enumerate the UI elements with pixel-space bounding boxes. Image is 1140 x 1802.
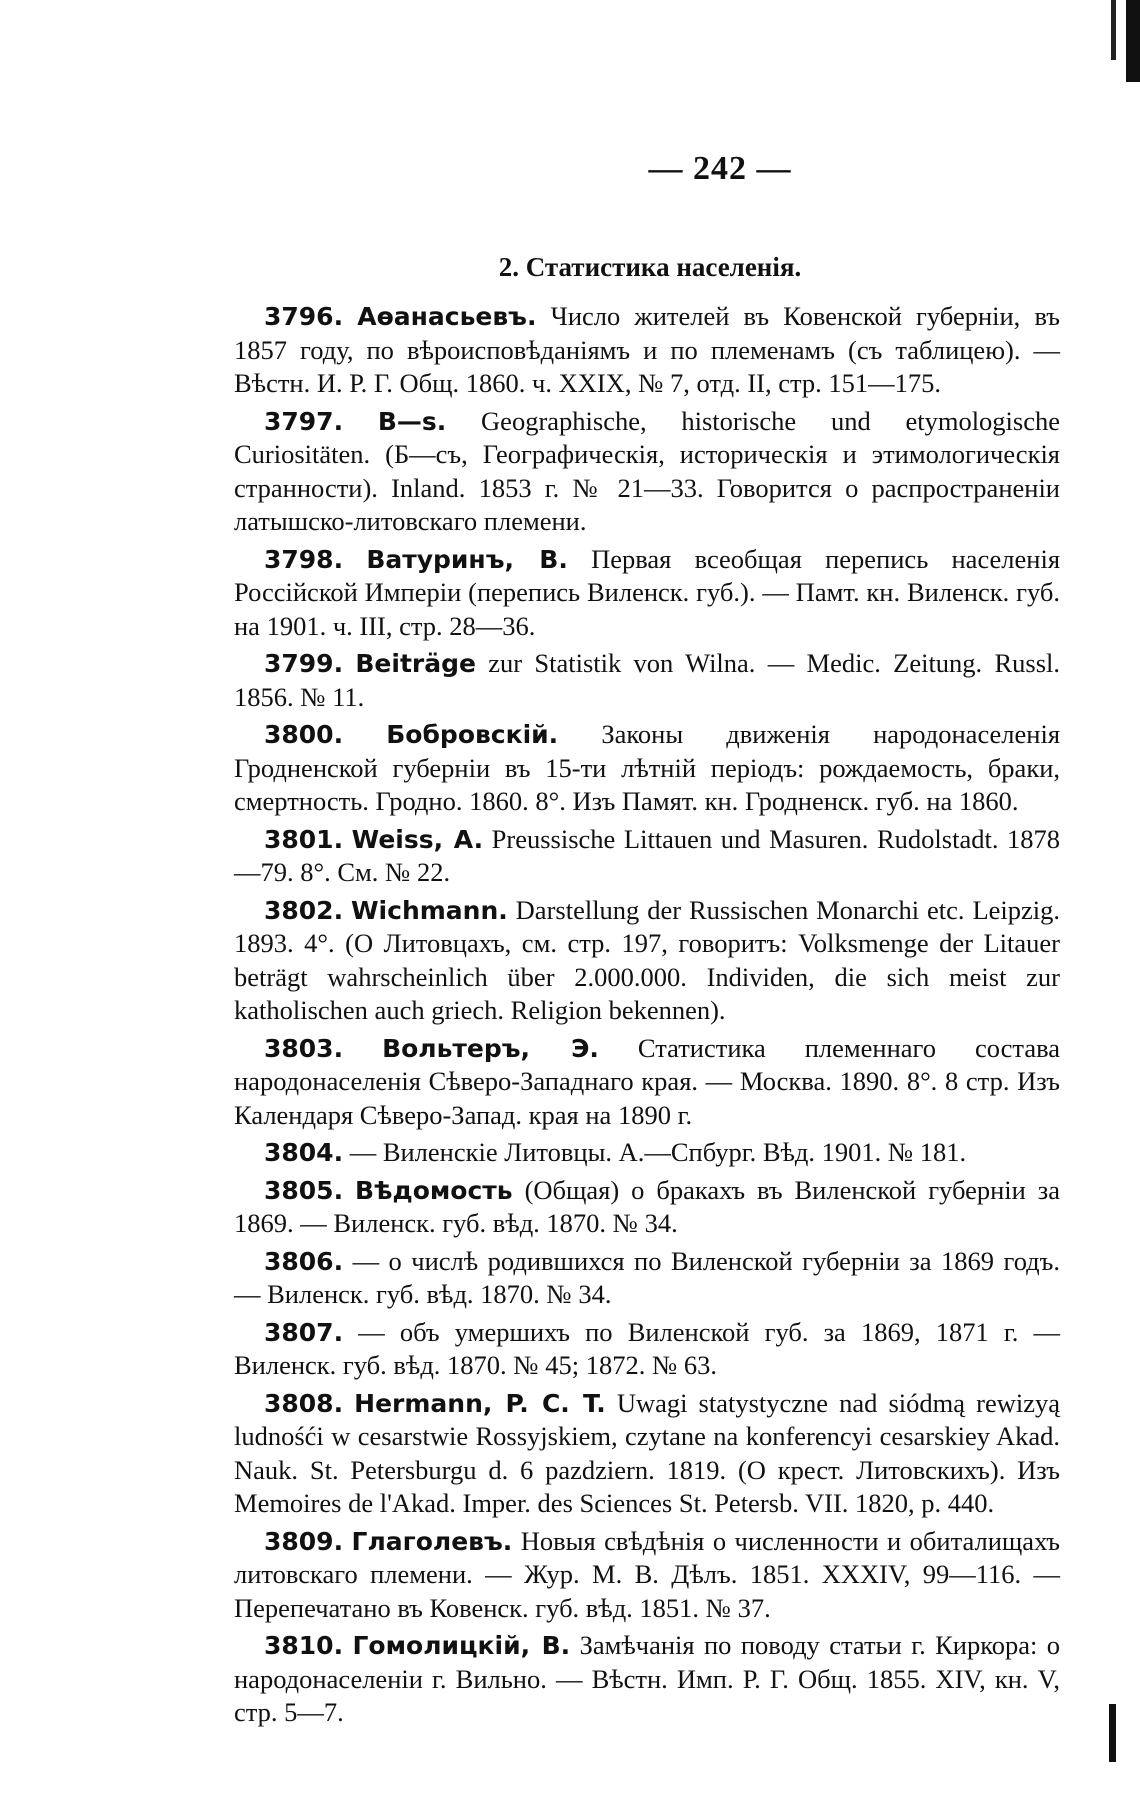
entry-number: 3800. xyxy=(264,720,344,749)
entry-text: Uwagi statystyczne nad siódmą rewizyą ludnośći w cesarstwie Rossyjskiem, czytane na konferencyi cesarskiey Akad. Nauk. St. Petersburgu d. 6 pazdziern. 1819. (О крест. Литовскихъ). Изъ Memoires de l'Akad. Imper. des Sciences St. Petersb. VII. 1820, p. 440. xyxy=(234,1387,1060,1518)
bibliography-entry xyxy=(234,1136,1060,1170)
entry-text: Статистика племеннаго состава народонаселенія Сѣверо-Западнаго края. — Москва. 1890. 8°. 8 стр. Изъ Календаря Сѣверо-Запад. края на 1890 г. xyxy=(234,1032,1061,1130)
entry-text: (Общая) о бракахъ въ Виленской губерніи за 1869. — Виленск. губ. вѣд. 1870. № 34. xyxy=(234,1174,1061,1238)
entry-number: 3802. xyxy=(264,895,344,925)
entry-number: 3803. xyxy=(264,1033,344,1063)
entry-text: Geographische, historische und etymologische Curiositäten. (Б—съ, Географическія, историческія и этимологическія странности). Inland. 1853 г. № 21—33. Говорится о распространеніи латышско-литовскаго племени. xyxy=(234,405,1061,536)
scan-edge-mark xyxy=(1111,0,1116,60)
entry-number: 3796. xyxy=(264,302,344,331)
entry-author: Beiträge xyxy=(355,649,476,678)
bibliography-entry xyxy=(234,718,1060,819)
bibliography-entry xyxy=(234,1316,1060,1383)
entry-author: Бобровскій. xyxy=(386,720,559,749)
entry-author: Гомолицкій, В. xyxy=(352,1631,571,1660)
entry-number: 3799. xyxy=(264,649,344,678)
entry-text: — объ умершихъ по Виленской губ. за 1869, 1871 г. — Виленск. губ. вѣд. 1870. № 45; 1872. № 63. xyxy=(234,1316,1061,1380)
bibliography-entry xyxy=(234,1032,1060,1133)
bibliography-entry xyxy=(234,405,1060,539)
page-number-text: — 242 — xyxy=(648,150,792,187)
entry-number: 3797. xyxy=(264,406,344,436)
entry-number: 3798. xyxy=(264,544,344,574)
entry-text: Законы движенія народонаселенія Гродненской губерніи въ 15-ти лѣтній періодъ: рождаемость, браки, смертность. Гродно. 1860. 8°. Изъ Памят. кн. Гродненск. губ. на 1860. xyxy=(234,719,1061,816)
page-number xyxy=(0,150,1140,188)
entry-number: 3807. xyxy=(264,1317,344,1347)
entry-number: 3809. xyxy=(264,1526,344,1556)
entry-number: 3808. xyxy=(264,1388,344,1418)
bibliography-entry xyxy=(234,543,1060,644)
bibliography-entries xyxy=(234,300,1060,1734)
entry-author: Hermann, P. C. T. xyxy=(354,1388,606,1418)
entry-number: 3806. xyxy=(264,1246,344,1276)
section-heading xyxy=(0,252,1140,283)
entry-text: Первая всеобщая перепись населенія Россійской Имперіи (перепись Виленск. губ.). — Памт. кн. Виленск. губ. на 1901. ч. III, стр. 28—36. xyxy=(234,543,1061,641)
entry-author: Аѳанасьевъ. xyxy=(357,302,537,331)
entry-text: Preussische Littauen und Masuren. Rudolstadt. 1878—79. 8°. См. № 22. xyxy=(234,823,1061,887)
entry-author: Вольтеръ, Э. xyxy=(382,1033,599,1063)
scan-edge-mark xyxy=(1109,1704,1116,1762)
entry-author: Глаголевъ. xyxy=(351,1526,513,1556)
entry-number: 3804. xyxy=(264,1138,344,1167)
entry-number: 3805. xyxy=(264,1175,344,1205)
bibliography-entry xyxy=(234,1525,1060,1626)
entry-text: — о числѣ родившихся по Виленской губерніи за 1869 годъ. — Виленск. губ. вѣд. 1870. № 34. xyxy=(234,1245,1060,1309)
bibliography-entry xyxy=(234,1174,1060,1241)
bibliography-entry xyxy=(234,823,1060,890)
bibliography-entry xyxy=(234,300,1060,401)
entry-text: Новыя свѣдѣнія о численности и обиталищахъ литовскаго племени. — Жур. М. В. Дѣлъ. 1851. XXXIV, 99—116. — Перепечатано въ Ковенск. губ. вѣд. 1851. № 37. xyxy=(234,1525,1061,1623)
entry-text: Замѣчанія по поводу статьи г. Киркора: о народонаселеніи г. Вильно. — Вѣстн. Имп. Р. Г. Общ. 1855. XIV, кн. V, стр. 5—7. xyxy=(234,1630,1061,1727)
entry-text: Darstellung der Russischen Monarchi etc. Leipzig. 1893. 4°. (О Литовцахъ, см. стр. 197, говоритъ: Volksmenge der Litauer beträgt wahrscheinlich über 2.000.000. Individen, die sich meist zur katholischen auch griech. Religion bekennen). xyxy=(234,894,1061,1025)
bibliography-entry xyxy=(234,894,1060,1028)
entry-text: — Виленскіе Литовцы. А.—Спбург. Вѣд. 1901. № 181. xyxy=(349,1137,967,1167)
section-heading-text: 2. Статистика населенія. xyxy=(498,252,802,282)
entry-author: Weiss, A. xyxy=(351,824,484,854)
entry-text: Число жителей въ Ковенской губерніи, въ 1857 году, по вѣроисповѣданіямъ и по племенамъ (съ таблицею). — Вѣстн. И. Р. Г. Общ. 1860. ч. XXIX, № 7, отд. II, стр. 151—175. xyxy=(234,301,1061,398)
bibliography-entry xyxy=(234,1245,1060,1312)
entry-author: Ватуринъ, В. xyxy=(366,544,568,574)
bibliography-entry xyxy=(234,647,1060,714)
entry-text: zur Statistik von Wilna. — Medic. Zeitung. Russl. 1856. № 11. xyxy=(234,648,1061,712)
entry-author: В—s. xyxy=(377,406,447,436)
scan-edge-mark xyxy=(1126,0,1140,82)
bibliography-entry xyxy=(234,1629,1060,1730)
entry-number: 3810. xyxy=(264,1631,344,1660)
entry-number: 3801. xyxy=(264,824,344,854)
entry-author: Вѣдомость xyxy=(355,1175,513,1205)
entry-author: Wichmann. xyxy=(350,895,508,925)
bibliography-entry xyxy=(234,1387,1060,1521)
